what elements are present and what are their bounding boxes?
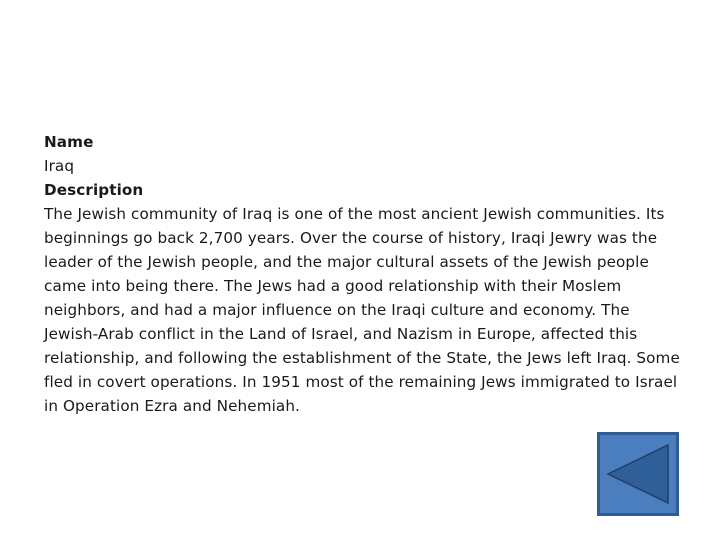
back-button[interactable]: [597, 432, 679, 516]
triangle-left-icon: [600, 435, 676, 513]
name-value: Iraq: [44, 157, 75, 175]
description-text: The Jewish community of Iraq is one of the most ancient Jewish communities. Its beginnings go back 2,700 years. Over the course of history, Iraqi Jewry was the leader of the Jewish people, and the major cultural assets of the Jewish people came into being there. The Jews had a good relationship with their Moslem neighbors, and had a major influence on the Iraqi culture and economy. The Jewish-Arab conflict in the Land of Israel, and Nazism in Europe, affected this relationship, and following the establishment of the State, the Jews left Iraq. Some fled in covert operations. In 1951 most of the remaining Jews immigrated to Israel in Operation Ezra and Nehemiah.: [44, 205, 680, 415]
description-label: Description: [44, 181, 144, 199]
slide-content: [44, 130, 684, 418]
name-label: Name: [44, 133, 94, 151]
